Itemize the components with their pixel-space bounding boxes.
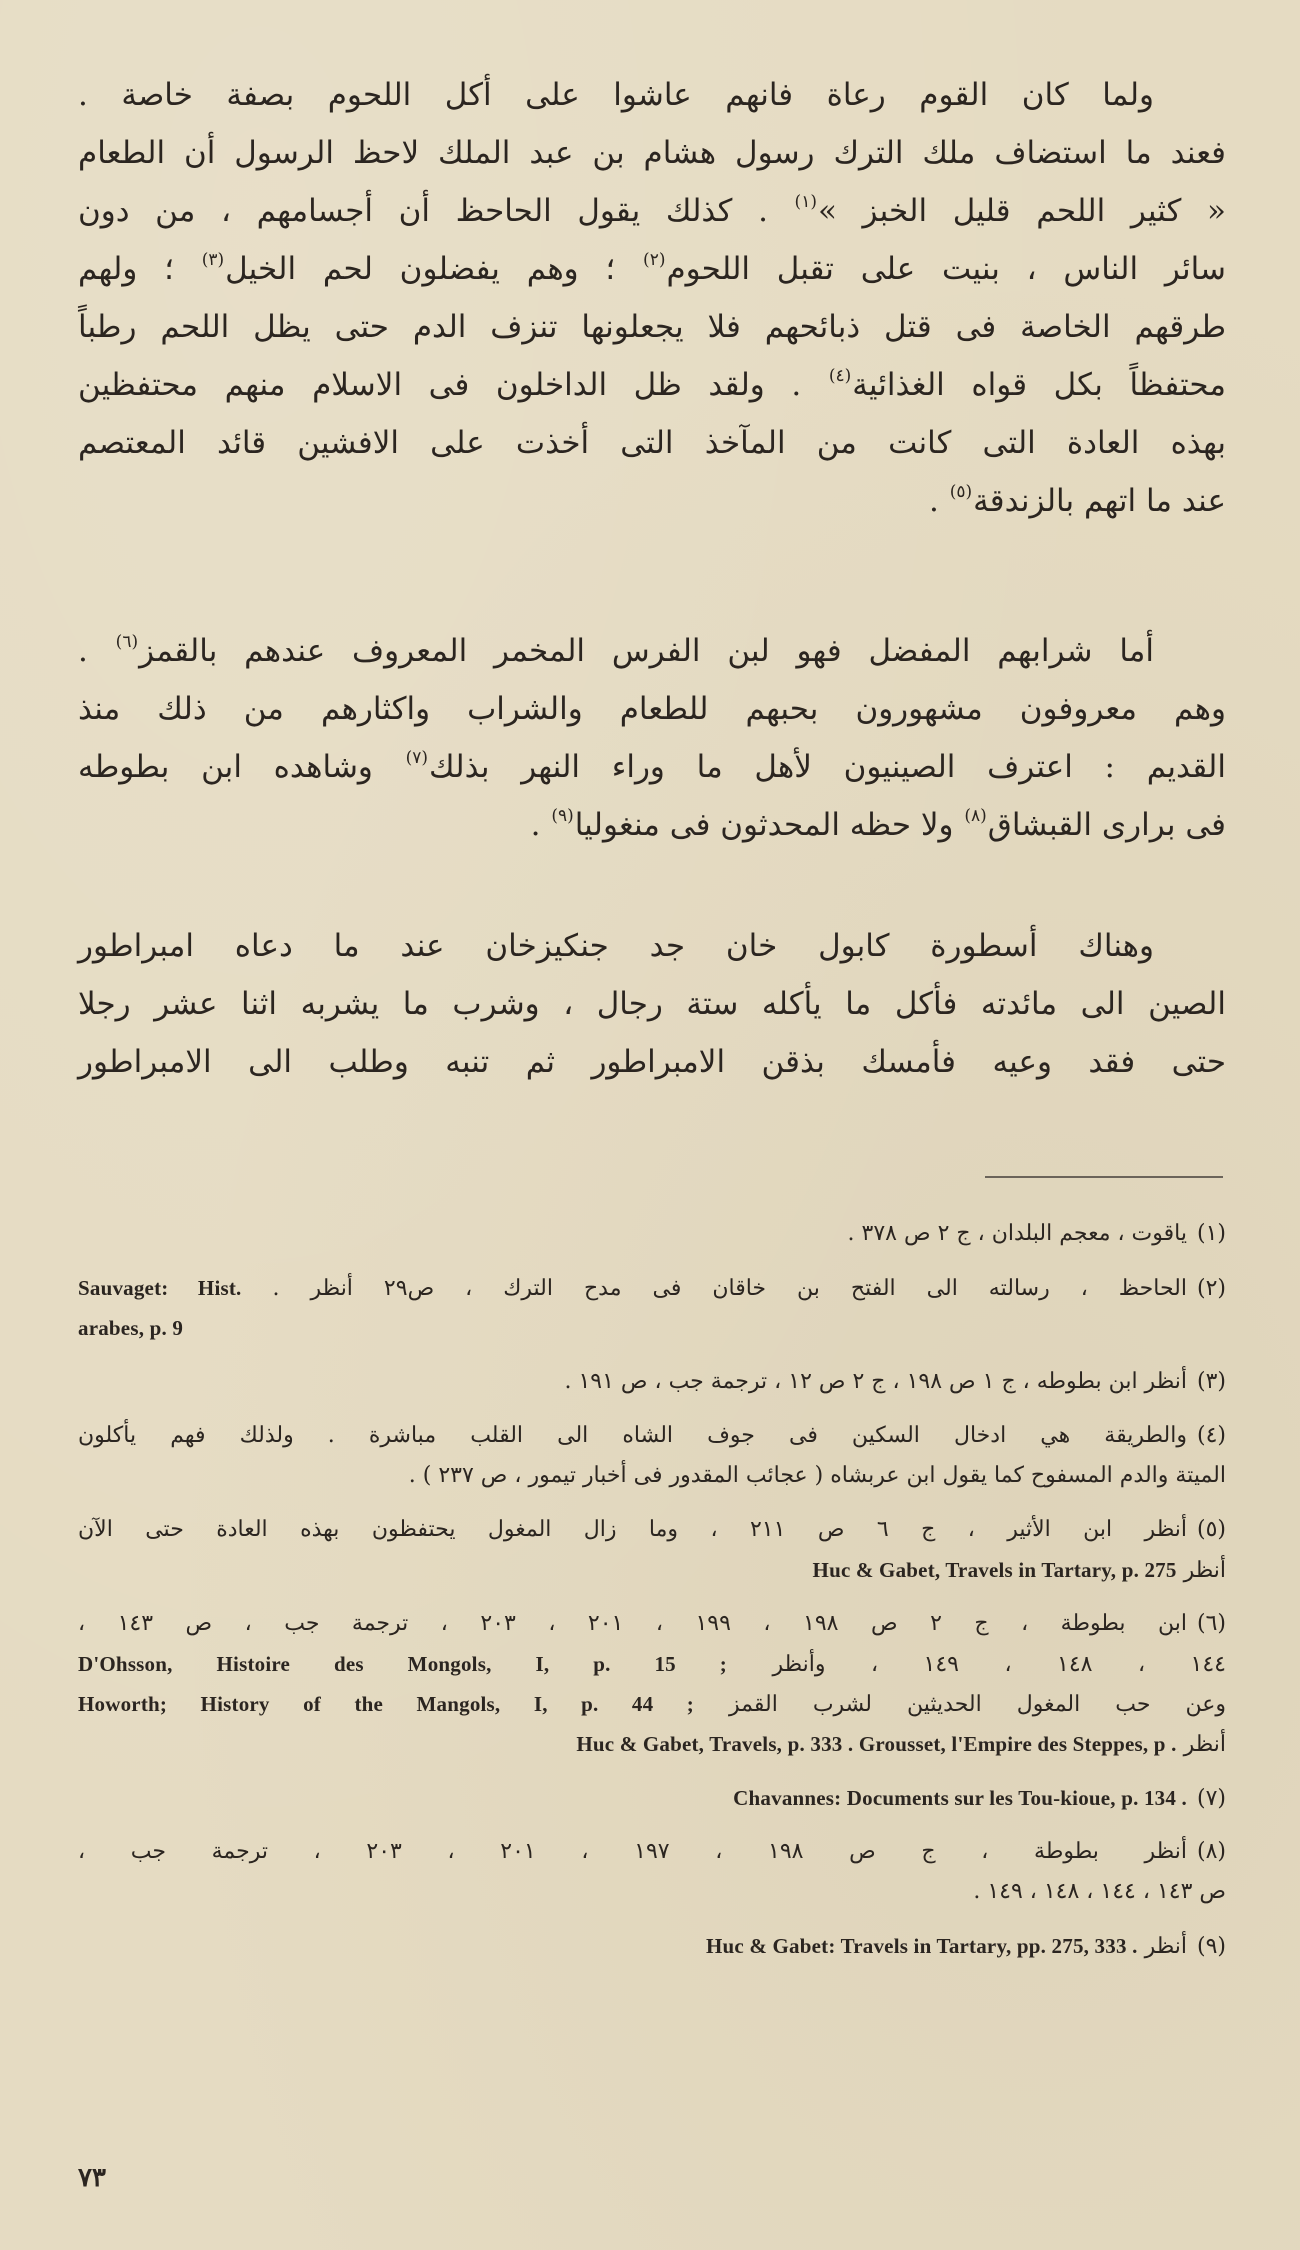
body-line: وهناك أسطورة كابول خان جد جنكيزخان عند ما دعاه امبراطور	[78, 928, 1154, 964]
footnote-line: (٧)Chavannes: Documents sur les Tou-kioue, p. 134 .	[733, 1786, 1226, 1811]
body-line: الصين الى مائدته فأكل ما يأكله ستة رجال ، وشرب ما يشربه اثنا عشر رجلا	[78, 986, 1226, 1022]
footnote-line: (٦)ابن بطوطة ، ج ٢ ص ١٩٨ ، ١٩٩ ، ٢٠١ ، ٢٠٣ ، ترجمة جب ، ص ١٤٣ ،	[78, 1611, 1226, 1636]
body-line: محتفظاً بكل قواه الغذائية$^{(٤)}$ . ولقد ظل الداخلون فى الاسلام منهم محتفظين	[78, 366, 1226, 403]
footnote-ref-7[interactable]: (٧)	[405, 748, 429, 768]
footnote-line: أنظر Huc & Gabet, Travels, p. 333 . Grousset, l'Empire des Steppes, p .	[576, 1732, 1226, 1757]
footnote-ref-9[interactable]: (٩)	[551, 806, 574, 826]
body-line: سائر الناس ، بنيت على تقبل اللحوم$^{(٢)}$ ؛ وهم يفضلون لحم الخيل$^{(٣)}$ ؛ ولهم	[78, 250, 1227, 287]
footnotes-section	[78, 1214, 1226, 1980]
paragraph-kabul-khan-legend	[78, 917, 1226, 1091]
body-line: بهذه العادة التى كانت من المآخذ التى أخذت على الافشين قائد المعتصم	[78, 425, 1226, 461]
footnote-ref-4[interactable]: (٤)	[828, 366, 852, 386]
footnote-line: الميتة والدم المسفوح كما يقول ابن عربشاه ( عجائب المقدور فى أخبار تيمور ، ص ٢٣٧ ) .	[408, 1463, 1226, 1488]
footnote-number: (٩)	[1196, 1934, 1226, 1959]
footnote-ref-8[interactable]: (٨)	[964, 806, 987, 826]
body-line: أما شرابهم المفضل فهو لبن الفرس المخمر المعروف عندهم بالقمز$^{(٦)}$ .	[78, 632, 1154, 669]
footnote-9	[78, 1926, 1226, 1966]
footnote-2	[78, 1268, 1226, 1348]
body-line: فعند ما استضاف ملك الترك رسول هشام بن عبد الملك لاحظ الرسول أن الطعام	[78, 135, 1227, 171]
body-line: وهم معروفون مشهورون بحبهم للطعام والشراب واكثارهم من ذلك منذ	[78, 691, 1226, 727]
footnote-line: (٣)أنظر ابن بطوطه ، ج ١ ص ١٩٨ ، ج ٢ ص ١٢ ، ترجمة جب ، ص ١٩١ .	[564, 1369, 1226, 1394]
footnote-number: (٧)	[1196, 1786, 1226, 1811]
footnote-number: (٥)	[1196, 1517, 1226, 1542]
body-line: عند ما اتهم بالزندقة$^{(٥)}$ .	[929, 482, 1226, 519]
footnote-line: (٥)أنظر ابن الأثير ، ج ٦ ص ٢١١ ، وما زال المغول يحتفظون بهذه العادة حتى الآن	[78, 1517, 1226, 1542]
body-line: « كثير اللحم قليل الخبز »$^{(١)}$ . كذلك يقول الحاحظ أن أجسامهم ، من دون	[78, 192, 1226, 229]
footnote-number: (٣)	[1196, 1369, 1226, 1394]
footnote-number: (٤)	[1196, 1423, 1226, 1448]
footnote-number: (٨)	[1196, 1839, 1226, 1864]
paragraph-meat-diet	[78, 66, 1226, 530]
footnote-4	[78, 1416, 1226, 1496]
body-line: حتى فقد وعيه فأمسك بذقن الامبراطور ثم تنبه وطلب الى الامبراطور	[78, 1044, 1226, 1080]
footnote-ref-1[interactable]: (١)	[794, 192, 817, 212]
footnote-6	[78, 1604, 1226, 1764]
footnote-divider	[985, 1176, 1223, 1178]
footnote-line: (٤)والطريقة هي ادخال السكين فى جوف الشاه الى القلب مباشرة . ولذلك فهم يأكلون	[78, 1423, 1226, 1448]
footnote-3	[78, 1362, 1226, 1402]
footnote-line: (١)ياقوت ، معجم البلدان ، ج ٢ ص ٣٧٨ .	[847, 1221, 1226, 1246]
footnote-ref-3[interactable]: (٣)	[201, 250, 225, 270]
footnote-line: (٨)أنظر بطوطة ، ج ص ١٩٨ ، ١٩٧ ، ٢٠١ ، ٢٠٣ ، ترجمة جب ،	[78, 1839, 1226, 1864]
footnote-number: (١)	[1196, 1221, 1226, 1246]
footnote-line: ص ١٤٣ ، ١٤٤ ، ١٤٨ ، ١٤٩ .	[973, 1879, 1226, 1904]
page-number: ٧٣	[78, 2163, 106, 2193]
footnote-line: (٢)الحاحظ ، رسالته الى الفتح بن خاقان فى مدح الترك ، ص٢٩ أنظر . Sauvaget: Hist.	[78, 1276, 1227, 1301]
footnote-1	[78, 1214, 1226, 1254]
body-line: طرقهم الخاصة فى قتل ذبائحهم فلا يجعلونها تنزف الدم حتى يظل اللحم رطباً	[78, 309, 1226, 345]
footnote-line: ١٤٤ ، ١٤٨ ، ١٤٩ ، وأنظر D'Ohsson, Histoire des Mongols, I, p. 15 ;	[78, 1652, 1226, 1677]
footnote-ref-5[interactable]: (٥)	[949, 482, 973, 502]
footnote-8	[78, 1832, 1226, 1912]
footnote-number: (٢)	[1197, 1276, 1227, 1301]
footnote-ref-2[interactable]: (٢)	[643, 250, 666, 270]
footnote-7	[78, 1778, 1226, 1818]
body-line: القديم : اعترف الصينيون لأهل ما وراء النهر بذلك$^{(٧)}$ وشاهده ابن بطوطه	[78, 748, 1226, 785]
footnote-line: (٩)أنظر Huc & Gabet: Travels in Tartary, pp. 275, 333 .	[705, 1934, 1226, 1959]
footnote-number: (٦)	[1196, 1611, 1226, 1636]
body-line: فى برارى القبشاق$^{(٨)}$ ولا حظه المحدثون فى منغوليا$^{(٩)}$ .	[530, 806, 1226, 843]
footnote-line: أنظر Huc & Gabet, Travels in Tartary, p. 275	[812, 1558, 1226, 1583]
footnote-line: وعن حب المغول الحديثين لشرب القمز Howorth; History of the Mangols, I, p. 44 ;	[78, 1692, 1226, 1717]
footnote-line: arabes, p. 9	[78, 1316, 184, 1340]
paragraph-kumis-drink	[78, 622, 1226, 854]
footnote-5	[78, 1510, 1226, 1590]
footnote-ref-6[interactable]: (٦)	[115, 632, 139, 652]
body-line: ولما كان القوم رعاة فانهم عاشوا على أكل اللحوم بصفة خاصة .	[78, 77, 1154, 113]
